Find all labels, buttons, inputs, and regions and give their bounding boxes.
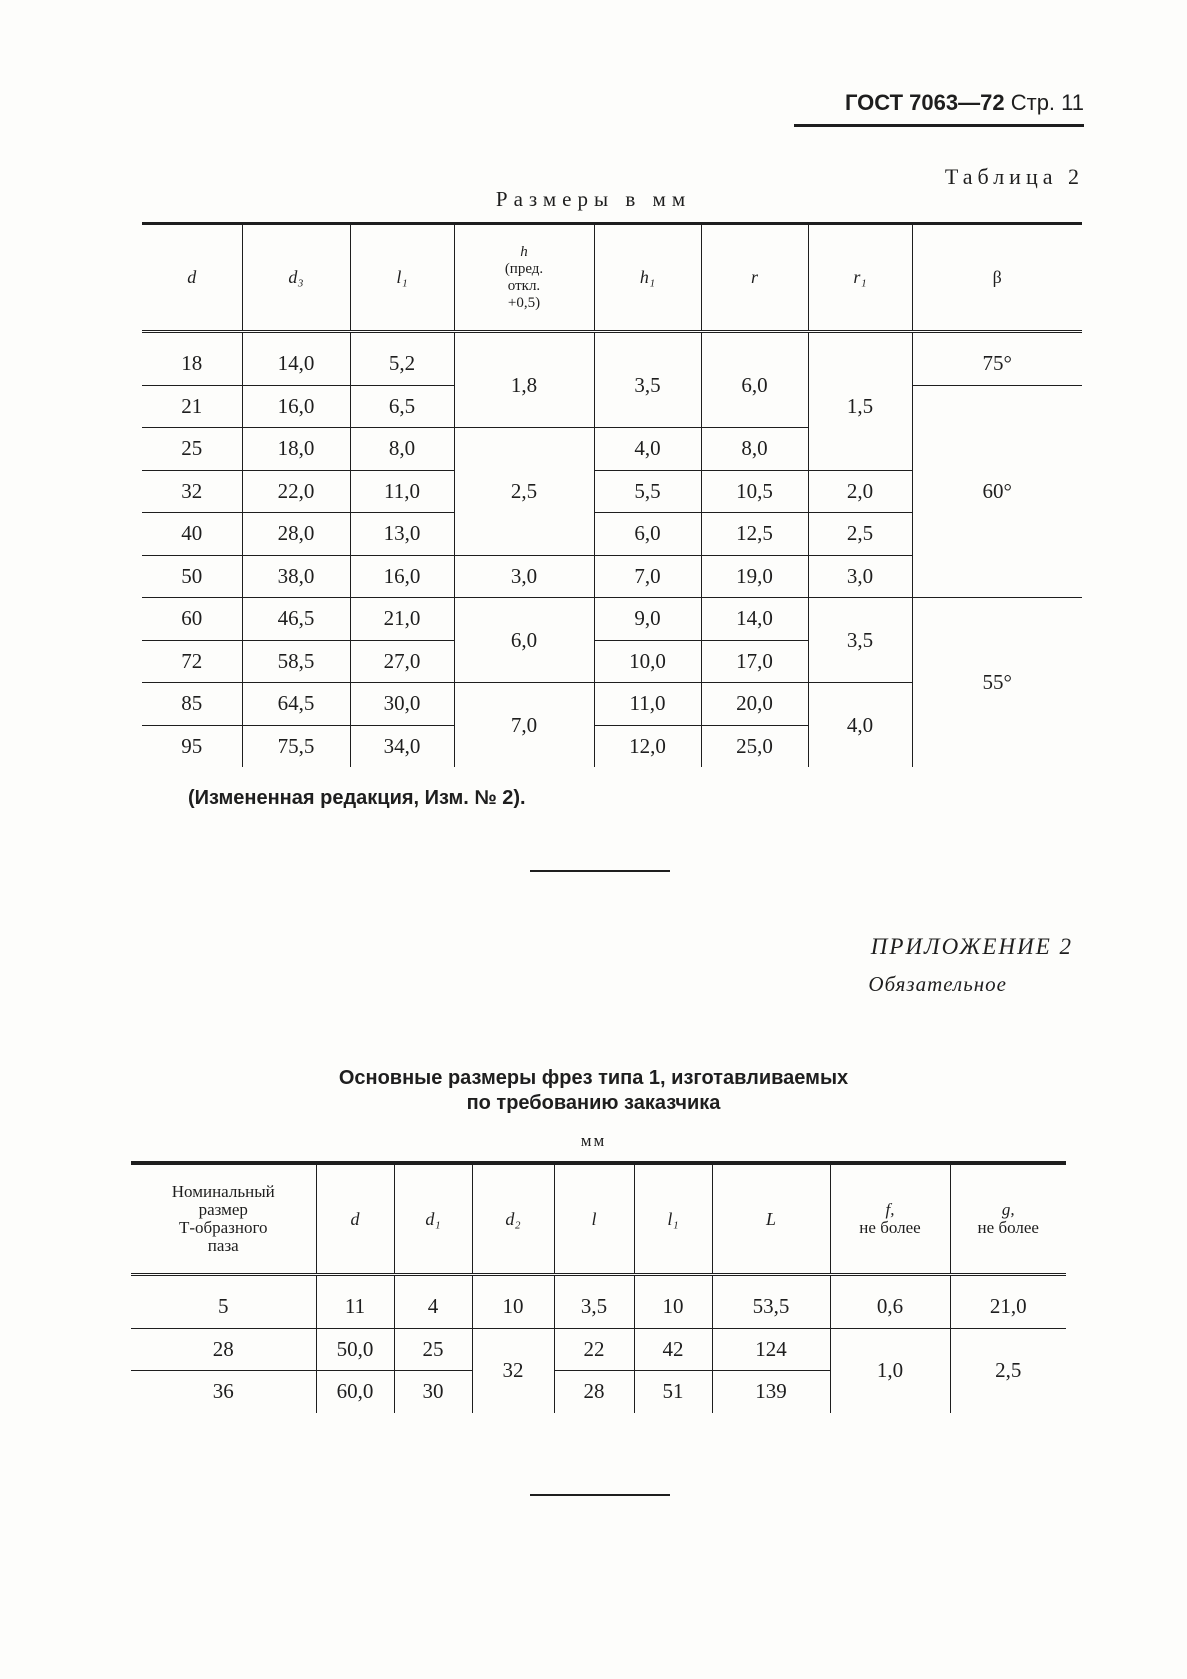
cell-nominal: 36 <box>212 1379 234 1404</box>
cell-l1: 16,0 <box>350 555 454 598</box>
cell-d: 25 <box>142 428 242 471</box>
cell-r1: 3,5 <box>808 598 912 683</box>
cell-d1: 4 <box>394 1275 472 1329</box>
cell-beta: 60° <box>912 385 1082 598</box>
table-row <box>142 598 1082 641</box>
header-l1: l₁ <box>350 224 454 332</box>
cell-l1: 21,0 <box>350 598 454 641</box>
header-f-note: не более <box>859 1218 921 1237</box>
header-nominal-line-1: Номинальный <box>171 1182 275 1201</box>
cell-d: 60,0 <box>316 1371 394 1413</box>
cell-nominal: 5 <box>131 1275 316 1329</box>
cell-r: 25,0 <box>701 725 808 767</box>
cell-d3: 14,0 <box>242 332 350 386</box>
table-row <box>131 1275 1066 1329</box>
header-r: r <box>701 224 808 332</box>
cell-h: 6,0 <box>454 598 594 683</box>
cell-f: 0,6 <box>830 1275 950 1329</box>
cell-r: 8,0 <box>701 428 808 471</box>
header-g-note: не более <box>977 1218 1039 1237</box>
cell-r1: 3,0 <box>808 555 912 598</box>
header-nominal-line-3: Т-образного <box>178 1218 268 1237</box>
header-h-symbol: h <box>520 243 528 260</box>
cell-h: 2,5 <box>454 428 594 556</box>
cell-l: 22 <box>554 1328 634 1371</box>
cell-h: 7,0 <box>454 683 594 768</box>
cell-h1: 4,0 <box>594 428 701 471</box>
cell-d: 40 <box>142 513 242 556</box>
cell-d3: 28,0 <box>242 513 350 556</box>
cell-l1: 30,0 <box>350 683 454 726</box>
cell-l1: 10 <box>634 1275 712 1329</box>
cell-h1: 10,0 <box>594 640 701 683</box>
cell-r: 14,0 <box>701 598 808 641</box>
cell-l1: 11,0 <box>350 470 454 513</box>
table-2-label: Таблица 2 <box>944 164 1084 189</box>
header-L: L <box>712 1163 830 1275</box>
cell-h: 3,0 <box>454 555 594 598</box>
cell-r: 17,0 <box>701 640 808 683</box>
header-beta: β <box>912 224 1082 332</box>
cell-r: 6,0 <box>701 332 808 428</box>
header-nominal-line-2: размер <box>198 1200 248 1219</box>
cell-d3: 75,5 <box>242 725 350 767</box>
cell-h1: 7,0 <box>594 555 701 598</box>
header-d3: d₃ <box>242 224 350 332</box>
cell-l1: 34,0 <box>350 725 454 767</box>
cell-f: 1,0 <box>830 1328 950 1413</box>
table-3-title-line-2: по требованию заказчика <box>466 1092 721 1114</box>
cell-g: 21,0 <box>950 1275 1066 1329</box>
table-2-header-row <box>142 224 1082 332</box>
cell-d: 50,0 <box>316 1328 394 1371</box>
cell-h1: 11,0 <box>594 683 701 726</box>
cell-L: 124 <box>712 1328 830 1371</box>
cell-d3: 22,0 <box>242 470 350 513</box>
cell-r: 12,5 <box>701 513 808 556</box>
cell-r1: 4,0 <box>808 683 912 768</box>
header-h <box>454 224 594 332</box>
table-3-header-row <box>131 1163 1066 1275</box>
cell-d3: 16,0 <box>242 385 350 428</box>
header-h-note-2: откл. <box>507 277 541 294</box>
cell-nominal: 28 <box>131 1328 316 1371</box>
table-3-units: мм <box>580 1131 607 1150</box>
cell-r: 20,0 <box>701 683 808 726</box>
cell-l: 28 <box>554 1371 634 1413</box>
cell-d1: 25 <box>394 1328 472 1371</box>
appendix-title: ПРИЛОЖЕНИЕ 2 <box>870 934 1073 959</box>
section-divider <box>530 1494 670 1496</box>
table-3-title <box>0 1066 1187 1116</box>
cell-l1: 51 <box>634 1371 712 1413</box>
section-divider <box>530 870 670 872</box>
cell-d: 60 <box>142 598 242 641</box>
cell-d: 50 <box>142 555 242 598</box>
document-number: ГОСТ 7063—72 <box>845 90 1005 115</box>
header-l1: l₁ <box>634 1163 712 1275</box>
cell-L: 139 <box>712 1371 830 1413</box>
cell-L: 53,5 <box>712 1275 830 1329</box>
header-d: d <box>316 1163 394 1275</box>
header-g <box>950 1163 1066 1275</box>
amendment-note: (Измененная редакция, Изм. № 2). <box>188 787 526 809</box>
cell-r: 10,5 <box>701 470 808 513</box>
table-2 <box>142 222 1082 767</box>
cell-r: 19,0 <box>701 555 808 598</box>
cell-d3: 46,5 <box>242 598 350 641</box>
header-h1: h₁ <box>594 224 701 332</box>
cell-l1: 42 <box>634 1328 712 1371</box>
table-3-title-line-1: Основные размеры фрез типа 1, изготавливаемых <box>338 1067 849 1089</box>
header-g-symbol: g, <box>1001 1200 1015 1219</box>
header-nominal-size <box>131 1163 316 1275</box>
cell-l1: 8,0 <box>350 428 454 471</box>
header-f-symbol: f, <box>885 1200 895 1219</box>
cell-g: 2,5 <box>950 1328 1066 1413</box>
header-f <box>830 1163 950 1275</box>
cell-d: 72 <box>142 640 242 683</box>
table-3 <box>131 1161 1066 1413</box>
cell-l1: 5,2 <box>350 332 454 386</box>
header-r1: r₁ <box>808 224 912 332</box>
cell-d1: 30 <box>394 1371 472 1413</box>
cell-d3: 38,0 <box>242 555 350 598</box>
cell-d: 21 <box>142 385 242 428</box>
cell-d3: 64,5 <box>242 683 350 726</box>
appendix-subtitle: Обязательное <box>868 972 1007 996</box>
cell-h1: 9,0 <box>594 598 701 641</box>
cell-beta: 55° <box>912 598 1082 768</box>
cell-h: 1,8 <box>454 332 594 428</box>
cell-d2: 10 <box>472 1275 554 1329</box>
cell-l1: 27,0 <box>350 640 454 683</box>
cell-r1: 2,0 <box>808 470 912 513</box>
cell-d: 32 <box>142 470 242 513</box>
cell-r1: 2,5 <box>808 513 912 556</box>
cell-d: 95 <box>181 733 203 758</box>
cell-d3: 18,0 <box>242 428 350 471</box>
cell-r1: 1,5 <box>808 332 912 471</box>
cell-d: 18 <box>142 332 242 386</box>
table-2-units: Размеры в мм <box>495 187 692 211</box>
cell-l1: 13,0 <box>350 513 454 556</box>
cell-h1: 12,0 <box>594 725 701 767</box>
table-row <box>131 1328 1066 1371</box>
header-nominal-line-4: паза <box>207 1236 239 1255</box>
cell-h1: 3,5 <box>594 332 701 428</box>
cell-h1: 5,5 <box>594 470 701 513</box>
cell-d: 85 <box>142 683 242 726</box>
header-d2: d₂ <box>472 1163 554 1275</box>
page-number: Стр. 11 <box>1010 90 1084 115</box>
cell-beta: 75° <box>912 332 1082 386</box>
cell-l1: 6,5 <box>350 385 454 428</box>
header-h-note-3: +0,5) <box>507 294 541 311</box>
cell-d: 11 <box>316 1275 394 1329</box>
header-d: d <box>187 267 197 287</box>
cell-h1: 6,0 <box>594 513 701 556</box>
cell-l: 3,5 <box>554 1275 634 1329</box>
header-d1: d₁ <box>394 1163 472 1275</box>
header-l: l <box>554 1163 634 1275</box>
cell-d2: 32 <box>472 1328 554 1413</box>
page-header <box>794 90 1084 127</box>
header-h-note-1: (пред. <box>504 260 544 277</box>
table-row <box>142 332 1082 386</box>
cell-d3: 58,5 <box>242 640 350 683</box>
